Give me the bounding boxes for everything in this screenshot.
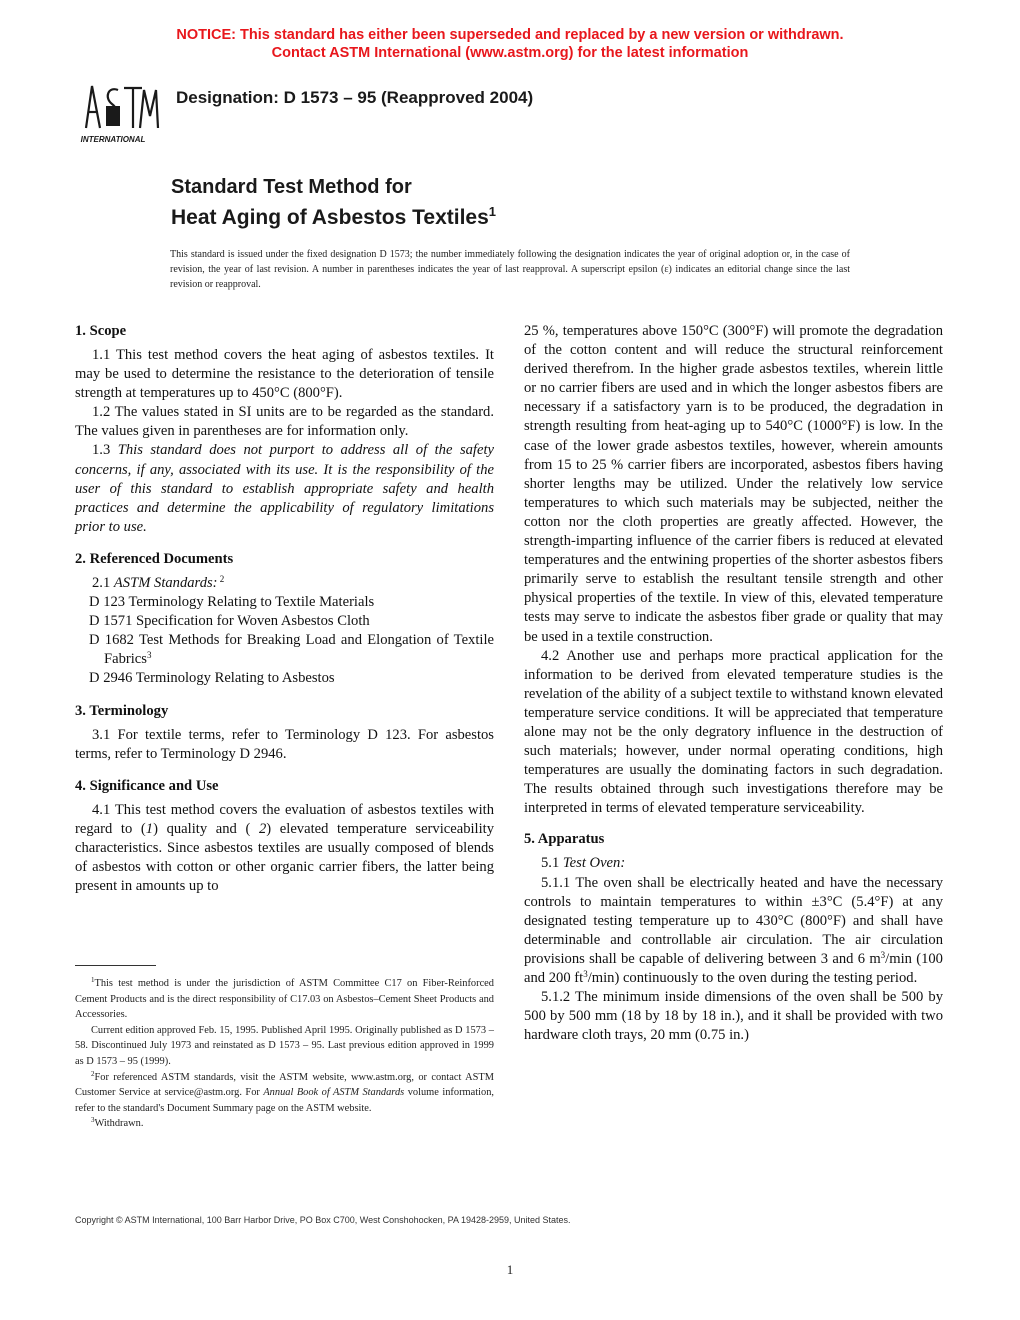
para-5-1 [524, 854, 943, 873]
ref-d1682-sup: 3 [146, 650, 152, 661]
para-4-1-a: 4.1 This test method covers the evaluation of asbestos textiles with regard to ( [75, 801, 494, 837]
footnote-2-mark: 2 [91, 1069, 95, 1078]
left-column [75, 322, 494, 896]
para-4-1-i2: 2 [250, 820, 267, 837]
withdrawal-notice [0, 26, 1020, 62]
section-5-heading: 5. Apparatus [524, 831, 605, 848]
footnote-1-mark: 1 [91, 976, 95, 984]
copyright: Copyright © ASTM International, 100 Barr Harbor Drive, PO Box C700, West Conshohocken, PA 19428-2959, United States. [75, 1215, 571, 1225]
para-5-1-1-sup2: 3 [583, 969, 588, 979]
footnote-3-text: Withdrawn. [94, 1118, 144, 1130]
title-line-2 [171, 199, 496, 231]
para-1-3-text: This standard does not purport to address all of the safety concerns, if any, associated with its use. It is the responsibility of the user of this standard to establish appropriate safety and health practices and determine the applicability of regulatory limitations prior to use. [75, 442, 494, 535]
ref-d123: D 123 Terminology Relating to Textile Materials [89, 594, 375, 611]
ref-d1682 [75, 631, 494, 669]
footnote-1 [75, 976, 494, 1023]
para-5-1-1 [524, 874, 943, 989]
footnote-2-italic: Annual Book of ASTM Standards [263, 1087, 405, 1099]
notice-line-1: NOTICE: This standard has either been superseded and replaced by a new version or withdrawn. [176, 27, 844, 43]
para-5-1-2: 5.1.2 The minimum inside dimensions of the oven shall be 500 by 500 by 500 mm (18 by 18 by 18 in.), and it shall be provided with two hardware cloth trays, 20 mm (0.75 in.) [524, 989, 943, 1044]
footnote-1-text: This test method is under the jurisdiction of ASTM Committee C17 on Fiber-Reinforced Cement Products and is the direct responsibility of C17.03 on Asbestos–Cement Sheet Products and Accessories. [75, 978, 494, 1021]
designation: Designation: D 1573 – 95 (Reapproved 2004) [176, 88, 534, 107]
para-5-1-1-c: /min) continuously to the oven during the testing period. [587, 970, 918, 986]
para-1-3-num: 1.3 [92, 442, 118, 459]
title-line-2-text: Heat Aging of Asbestos Textiles [171, 206, 489, 229]
footnote-rule [75, 965, 156, 966]
footnote-3 [75, 1116, 494, 1132]
right-column [524, 322, 943, 1045]
para-5-1-num: 5.1 [541, 855, 563, 872]
para-4-1-continued: 25 %, temperatures above 150°C (300°F) will promote the degradation of the cotton content and will reduce the structural reinforcement derived therefrom. In the higher grade asbestos textiles, wherein little or no carrier fibers are used and in which the longer asbestos fibers are necessary if a satisfactory yarn is to be produced, the degradation in strength resulting from heat-aging up to 540°C (1000°F) is low. In the case of the lower grade asbestos textiles, however, wherein amounts from 15 to 25 % carrier fibers are incorporated, asbestos fibers having shorter lengths may be utilized. Under the relatively low service temperatures to which such materials may be subjected, neither the cotton nor the cloth properties are greatly affected. However, the strength-imparting influence of the carrier fibers is reduced at elevated temperatures and the entwining properties of the shorter asbestos fibers primarily serve to establish the resultant tensile strength and other physical properties of the textile. In view of this, elevated temperature tests may serve to indicate the asbestos fiber grade or quality that may be used in a textile construction. [524, 323, 943, 645]
footnote-1b: Current edition approved Feb. 15, 1995. Published April 1995. Originally published as D 1573 – 58. Discontinued July 1973 and reinstated as D 1573 – 95. Last previous edition approved in 1999 as D 1573 – 95 (1999). [75, 1024, 494, 1067]
footnote-2 [75, 1070, 494, 1117]
para-2-1-text: ASTM Standards: [113, 574, 218, 591]
para-4-1 [75, 801, 494, 896]
para-2-1-sup: 2 [217, 573, 225, 584]
para-2-1-num: 2.1 [92, 574, 114, 591]
footnote-2-a: For referenced ASTM standards, visit the ASTM website, www.astm.org, or contact ASTM Customer Service at service@astm.org. For [75, 1071, 494, 1099]
para-1-2: 1.2 The values stated in SI units are to be regarded as the standard. The values given in parentheses are for information only. [75, 404, 494, 440]
para-1-1: 1.1 This test method covers the heat aging of asbestos textiles. It may be used to determine the resistance to the deterioration of tensile strength at temperatures up to 450°C (800°F). [75, 347, 494, 402]
para-4-2: 4.2 Another use and perhaps more practical application for the information to be derived from elevated temperature studies is the revelation of the ability of a subject textile to withstand known elevated temperature service conditions. It will be appreciated that temperature alone may not be the only degratory influence in the destruction of such materials; however, under normal operating conditions, high temperatures are usually the dominating factors in such degradation. The results obtained through such investigations therefore may be interpreted in terms of elevated temperature serviceability. [524, 647, 943, 817]
ref-d1571: D 1571 Specification for Woven Asbestos Cloth [89, 613, 370, 630]
document-title [171, 175, 496, 231]
issued-note: This standard is issued under the fixed designation D 1573; the number immediately following the designation indicates the year of original adoption or, in the case of revision, the year of last revision. A number in parentheses indicates the year of last reapproval. A superscript epsilon (ε) indicates an editorial change since the last revision or reapproval. [170, 249, 850, 290]
para-5-1-1-sup1: 3 [880, 949, 886, 960]
section-3-heading: 3. Terminology [75, 702, 169, 719]
para-5-1-1-b: /min (100 and 200 ft [524, 950, 943, 986]
logo-international-text: INTERNATIONAL [80, 135, 146, 144]
para-4-1-i1: 1 [145, 820, 154, 837]
para-5-1-1-a: 5.1.1 The oven shall be electrically heated and have the necessary controls to maintain temperatures to within ±3°C (5.4°F) at any designated testing temperature up to 430°C (800°F) and shall have determinable and controllable air circulation. The air circulation provisions shall be capable of delivering between 3 and 6 m [524, 874, 943, 967]
astm-logo-graphic [68, 76, 160, 146]
page-number: 1 [506, 1262, 514, 1277]
title-line-1: Standard Test Method for [171, 176, 412, 198]
para-5-1-text: Test Oven: [562, 855, 626, 872]
section-4-heading: 4. Significance and Use [75, 777, 219, 794]
title-footnote-mark: 1 [488, 204, 497, 219]
notice-line-2: Contact ASTM International (www.astm.org) for the latest information [271, 45, 749, 61]
section-2-heading: 2. Referenced Documents [75, 550, 234, 567]
astm-logo [68, 76, 160, 146]
footnote-3-mark: 3 [91, 1116, 95, 1125]
footnotes [75, 976, 494, 1132]
ref-d1682-text: D 1682 Test Methods for Breaking Load and Elongation of Textile Fabrics [89, 632, 494, 668]
section-1-heading: 1. Scope [75, 323, 127, 339]
footnote-2-b: volume information, refer to the standard's Document Summary page on the ASTM website. [75, 1087, 494, 1114]
para-2-1 [75, 574, 494, 593]
para-1-3 [75, 441, 494, 536]
para-3-1: 3.1 For textile terms, refer to Terminology D 123. For asbestos terms, refer to Terminology D 2946. [75, 726, 494, 762]
para-4-1-c: ) elevated temperature serviceability characteristics. Since asbestos textiles are usually composed of blends of asbestos with cotton or other organic carrier fibers, the latter being present in amounts up to [75, 820, 495, 895]
para-4-1-b: ) quality and ( [153, 820, 251, 837]
ref-d2946: D 2946 Terminology Relating to Asbestos [89, 670, 335, 687]
